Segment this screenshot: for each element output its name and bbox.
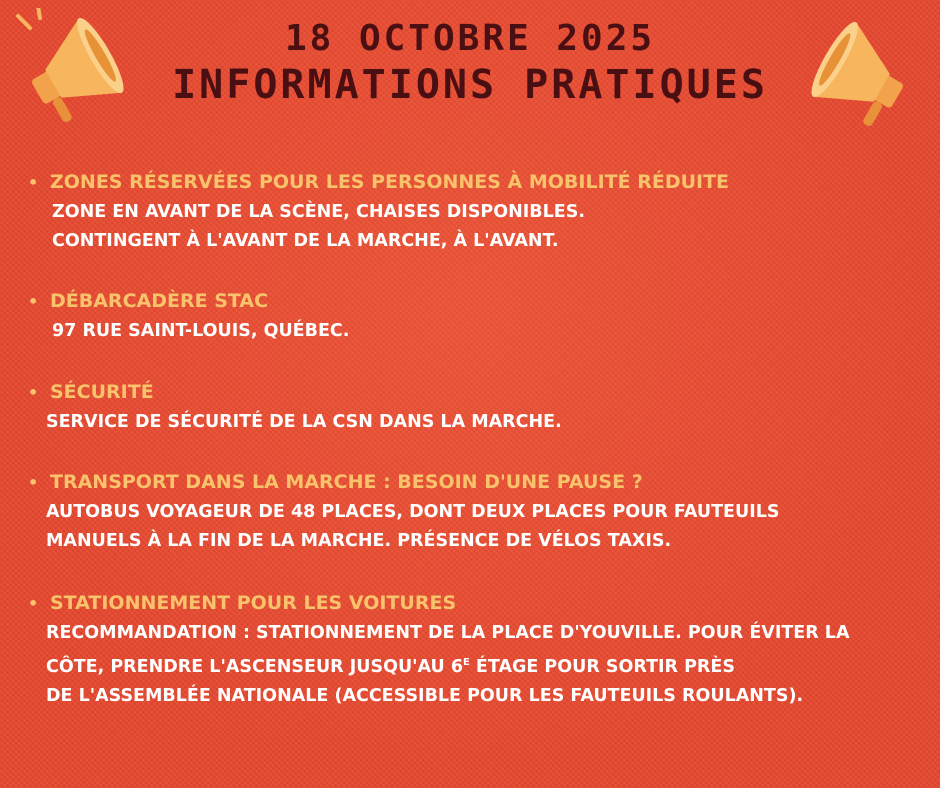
bullet-icon: • [28,383,39,402]
section-line: CÔTE, PRENDRE L'ASCENSEUR JUSQU'AU $6^E$ ÉTAGE POUR SORTIR PRÈS [46,656,735,677]
section-line: CONTINGENT À L'AVANT DE LA MARCHE, À L'AVANT. [52,231,559,251]
bullet-icon: • [28,473,39,492]
section-mobilite [28,167,928,256]
section-line: DE L'ASSEMBLÉE NATIONALE (ACCESSIBLE POUR LES FAUTEUILS ROULANTS). [46,685,804,706]
section-line: AUTOBUS VOYAGEUR DE 48 PLACES, DONT DEUX PLACES POUR FAUTEUILS [46,502,780,522]
section-line: RECOMMANDATION : STATIONNEMENT DE LA PLACE D'YOUVILLE. POUR ÉVITER LA [46,623,850,643]
section-heading: STATIONNEMENT POUR LES VOITURES [50,592,457,614]
date-title: 18 OCTOBRE 2025 [284,18,656,59]
section-line: MANUELS À LA FIN DE LA MARCHE. PRÉSENCE DE VÉLOS TAXIS. [46,531,672,551]
page-title: INFORMATIONS PRATIQUES [172,62,768,108]
section-heading: ZONES RÉSERVÉES POUR LES PERSONNES À MOBILITÉ RÉDUITE [50,171,730,193]
section-securite [28,377,928,437]
section-debarcadere [28,286,928,346]
bullet-icon: • [28,594,39,613]
section-line: ZONE EN AVANT DE LA SCÈNE, CHAISES DISPONIBLES. [52,202,585,222]
section-heading: DÉBARCADÈRE STAC [50,290,269,312]
bullet-icon: • [28,292,39,311]
section-stationnement [28,588,928,711]
section-line: 97 RUE SAINT-LOUIS, QUÉBEC. [52,321,350,341]
section-transport [28,467,928,556]
section-heading: SÉCURITÉ [50,381,154,403]
section-heading: TRANSPORT DANS LA MARCHE : BESOIN D'UNE PAUSE ? [50,471,643,493]
bullet-icon: • [28,173,39,192]
section-line: SERVICE DE SÉCURITÉ DE LA CSN DANS LA MARCHE. [46,412,562,432]
